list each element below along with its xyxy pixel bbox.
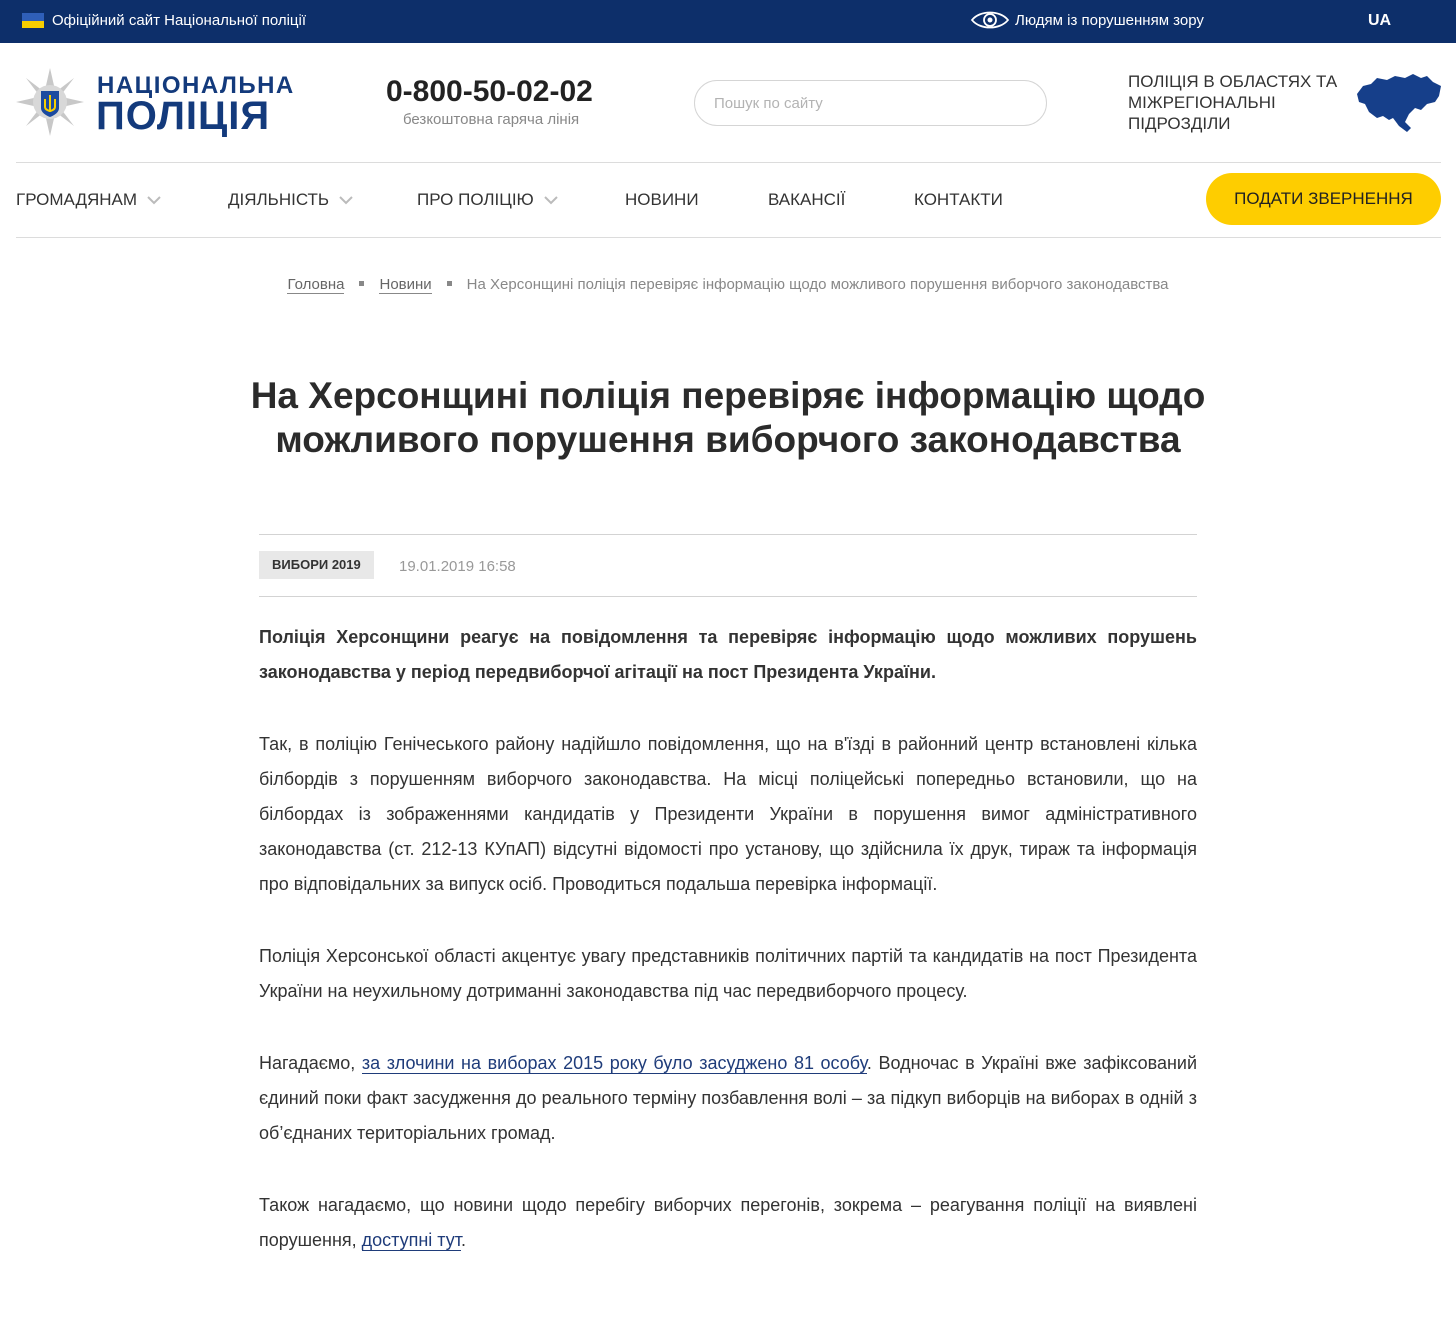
search-input[interactable]: [694, 80, 1047, 126]
page-title: На Херсонщині поліція перевіряє інформацію щодо можливого порушення виборчого законодавства: [250, 375, 1206, 460]
nav-activity-label: ДІЯЛЬНІСТЬ: [228, 190, 330, 209]
breadcrumb-separator: [447, 281, 452, 286]
nav-about-label: ПРО ПОЛІЦІЮ: [417, 190, 534, 209]
category-tag[interactable]: ВИБОРИ 2019: [259, 551, 374, 579]
police-badge-logo[interactable]: [16, 68, 84, 136]
chevron-down-icon: [147, 196, 161, 205]
nav-contacts-label: КОНТАКТИ: [914, 190, 1003, 209]
article-paragraph-3: [259, 1046, 1197, 1151]
breadcrumb-current: На Херсонщині поліція перевіряє інформацію щодо можливого порушення виборчого законодавства: [466, 276, 1169, 293]
hotline-number[interactable]: 0-800-50-02-02: [386, 75, 593, 108]
breadcrumb: [16, 273, 1440, 297]
hotline-label: безкоштовна гаряча лінія: [403, 111, 580, 128]
nav-activity[interactable]: [228, 190, 353, 210]
paragraph-text: Нагадаємо,: [259, 1053, 362, 1073]
language-switch[interactable]: UA: [1368, 12, 1392, 29]
ukraine-map-icon[interactable]: [1355, 72, 1443, 134]
article-paragraph-1: Так, в поліцію Генічеського району надійшло повідомлення, що на в'їзді в районний центр встановлені кілька білбордів з порушенням виборчого законодавства. На місці поліцейські попередньо встановили, що на білбордах із зображеннями кандидатів у Президенти України в порушення вимог адміністративного законодавства (ст. 212-13 КУпАП) відсутні відомості про установу, що здійснила їх друк, тираж та інформація про відповідальних за випуск осіб. Проводиться подальша перевірка інформації.: [259, 734, 1197, 894]
header-divider: [16, 162, 1441, 163]
nav-about[interactable]: [417, 190, 558, 210]
breadcrumb-news[interactable]: Новини: [379, 276, 432, 293]
meta-divider-bottom: [259, 596, 1197, 597]
meta-divider-top: [259, 534, 1197, 535]
article-body: [259, 620, 1197, 1295]
breadcrumb-separator: [359, 281, 364, 286]
nav-contacts[interactable]: [914, 190, 1003, 210]
logo-title-top: НАЦІОНАЛЬНА: [97, 72, 295, 99]
low-vision-link[interactable]: Людям із порушенням зору: [1015, 12, 1204, 29]
nav-citizens[interactable]: [16, 190, 161, 210]
nav-divider: [16, 237, 1441, 238]
article-lead: Поліція Херсонщини реагує на повідомлення та перевіряє інформацію щодо можливих порушень законодавства у період передвиборчої агітації на пост Президента України.: [259, 627, 1197, 682]
paragraph-text: . Водночас в Україні вже зафіксований єдиний поки факт засудження до реального терміну позбавлення волі – за підкуп виборців на виборах в одній з об’єднаних територіальних громад.: [259, 1053, 1198, 1143]
nav-news-label: НОВИНИ: [625, 190, 699, 209]
breadcrumb-home[interactable]: Головна: [287, 276, 345, 293]
eye-icon[interactable]: [970, 9, 1010, 31]
top-bar: [0, 0, 1456, 43]
chevron-down-icon: [544, 196, 558, 205]
nav-news[interactable]: [625, 190, 699, 210]
available-here-link[interactable]: доступні тут: [361, 1230, 461, 1250]
paragraph-text: Також нагадаємо, що новини щодо перебігу виборчих перегонів, зокрема – реагування поліції на виявлені порушення,: [259, 1195, 1197, 1250]
ukraine-flag-icon: [22, 13, 44, 28]
publish-date: 19.01.2019 16:58: [399, 558, 516, 575]
article-paragraph-4: [259, 1188, 1197, 1258]
nav-vacancies-label: ВАКАНСІЇ: [768, 190, 846, 209]
regions-link[interactable]: ПОЛІЦІЯ В ОБЛАСТЯХ ТА МІЖРЕГІОНАЛЬНІ ПІДРОЗДІЛИ: [1128, 72, 1338, 133]
paragraph-text: .: [461, 1230, 467, 1250]
article-paragraph-2: Поліція Херсонської області акцентує увагу представників політичних партій та кандидатів на пост Президента України на неухильному дотриманні законодавства під час передвиборчого процесу.: [259, 946, 1197, 1001]
elections-2015-link[interactable]: за злочини на виборах 2015 року було засуджено 81 особу: [361, 1053, 867, 1073]
official-site-label: Офіційний сайт Національної поліції: [52, 12, 307, 29]
logo-title-bottom: ПОЛІЦІЯ: [96, 94, 271, 138]
nav-vacancies[interactable]: [768, 190, 845, 210]
submit-appeal-button[interactable]: ПОДАТИ ЗВЕРНЕННЯ: [1206, 173, 1441, 225]
chevron-down-icon: [339, 196, 353, 205]
nav-citizens-label: ГРОМАДЯНАМ: [16, 190, 138, 209]
